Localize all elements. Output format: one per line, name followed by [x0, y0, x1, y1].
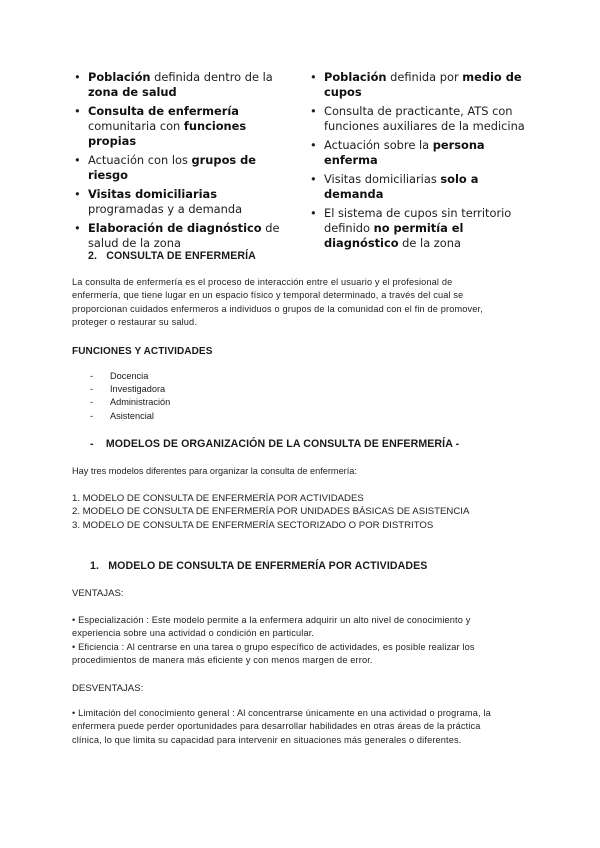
- text-run: Consulta de practicante, ATS con funciones auxiliares de la medicina: [324, 104, 525, 134]
- model-1-title: MODELO DE CONSULTA DE ENFERMERÍA POR ACTIVIDADES: [108, 560, 428, 572]
- text-line: clínica, lo que limita su capacidad para intervenir en situaciones más generales o diferentes.: [72, 734, 462, 745]
- models-title: MODELOS DE ORGANIZACIÓN DE LA CONSULTA DE ENFERMERÍA -: [105, 438, 460, 450]
- right-bullet-list: [310, 70, 540, 252]
- bold-text: Población: [324, 70, 387, 84]
- list-item-label: Asistencial: [110, 410, 154, 421]
- dash-marker: -: [90, 438, 94, 450]
- text-run: comunitaria con: [88, 119, 184, 134]
- bullet-marker: •: [74, 70, 81, 84]
- bold-text: Consulta de enfermería: [88, 104, 239, 118]
- paragraph-line: proporcionan cuidados enfermeros a individuos o grupos de la comunidad con el fin de promover,: [72, 303, 483, 314]
- bullet-marker: •: [310, 70, 317, 84]
- list-item-label: Investigadora: [110, 384, 166, 395]
- desventajas-label: DESVENTAJAS:: [72, 683, 144, 694]
- section-2-number: 2.: [88, 250, 98, 262]
- text-run: Actuación sobre la: [324, 138, 433, 152]
- list-item: 3. MODELO DE CONSULTA DE ENFERMERÍA SECTORIZADO O POR DISTRITOS: [72, 519, 434, 531]
- list-item-label: Docencia: [110, 371, 149, 381]
- left-bullet-item: [74, 104, 284, 150]
- text-run: de salud de la zona: [88, 221, 280, 251]
- bold-text: Visitas domiciliarias: [88, 187, 217, 202]
- models-heading: [90, 438, 459, 450]
- right-bullet-item: [310, 70, 540, 100]
- list-item-label: Administración: [110, 397, 171, 408]
- left-bullet-item: [74, 221, 284, 251]
- right-bullet-item: [310, 138, 540, 168]
- bullet-marker: •: [74, 187, 81, 202]
- list-item: [72, 614, 542, 641]
- bold-text: zona de salud: [88, 85, 177, 100]
- dash-marker: -: [90, 371, 94, 381]
- model-1-number: 1.: [90, 560, 100, 572]
- text-line: • Especialización : Este modelo permite a la enfermera adquirir un alto nivel de conocimiento y: [72, 615, 471, 625]
- right-bullet-item: [310, 172, 540, 202]
- section-2-title: CONSULTA DE ENFERMERÍA: [106, 250, 256, 262]
- bold-text: funciones propias: [88, 119, 247, 149]
- text-line: • Limitación del conocimiento general : Al concentrarse únicamente en una actividad o programa, la: [72, 708, 491, 718]
- section-2-paragraph: [72, 276, 542, 329]
- bold-text: Elaboración de diagnóstico: [88, 221, 262, 236]
- list-item: [90, 410, 170, 423]
- bullet-marker: •: [74, 221, 81, 236]
- right-bullet-item: [310, 206, 540, 252]
- bullet-marker: •: [310, 138, 317, 152]
- bullet-marker: •: [74, 153, 81, 168]
- text-run: programadas y a demanda: [88, 202, 243, 217]
- text-line: procedimientos de manera más eficiente y con menos margen de error.: [72, 654, 373, 665]
- models-intro: Hay tres modelos diferentes para organizar la consulta de enfermería:: [72, 466, 357, 476]
- text-run: de la zona: [398, 236, 461, 251]
- bullet-marker: •: [310, 104, 317, 118]
- text-line: enfermera puede perder oportunidades para desarrollar habilidades en otras áreas de la práctica: [72, 721, 481, 732]
- list-item: 2. MODELO DE CONSULTA DE ENFERMERÍA POR UNIDADES BÁSICAS DE ASISTENCIA: [72, 506, 470, 518]
- text-run: definida dentro de la: [150, 70, 273, 84]
- ventajas-label: VENTAJAS:: [72, 588, 124, 599]
- dash-marker: -: [90, 384, 94, 395]
- list-item: [90, 370, 170, 383]
- left-bullet-item: [74, 70, 284, 100]
- left-bullet-item: [74, 153, 284, 183]
- bold-text: solo a demanda: [324, 172, 479, 202]
- text-run: El sistema de cupos sin territorio definido: [324, 206, 512, 236]
- list-item: [72, 707, 542, 747]
- bullet-marker: •: [310, 172, 317, 186]
- dash-marker: -: [90, 397, 94, 408]
- paragraph-line: proteger o restaurar su salud.: [72, 316, 198, 327]
- paragraph-line: La consulta de enfermería es el proceso de interacción entre el usuario y el profesional de: [72, 277, 453, 287]
- model-1-heading: [90, 560, 427, 572]
- bold-text: medio de cupos: [324, 70, 522, 100]
- dash-marker: -: [90, 410, 94, 421]
- text-run: Actuación con los: [88, 153, 192, 168]
- bullet-marker: •: [310, 206, 317, 220]
- models-list: [72, 492, 469, 532]
- desventajas-list: [72, 707, 542, 747]
- functions-heading: FUNCIONES Y ACTIVIDADES: [72, 346, 213, 357]
- list-item: [90, 383, 170, 396]
- bullet-marker: •: [74, 104, 81, 118]
- text-run: Visitas domiciliarias: [324, 172, 441, 186]
- right-column: [310, 70, 540, 255]
- section-2-heading: [88, 250, 256, 262]
- left-bullet-item: [74, 187, 284, 217]
- bold-text: Población: [88, 70, 151, 84]
- list-item: [72, 641, 542, 668]
- left-bullet-list: [74, 70, 284, 252]
- paragraph-line: enfermería, que tiene lugar en un espacio físico y temporal determinado, a través del cual se: [72, 290, 464, 301]
- text-line: experiencia sobre una actividad o condición en particular.: [72, 628, 315, 639]
- list-item: [90, 396, 170, 409]
- functions-list: [90, 370, 170, 423]
- comparison-columns: [70, 70, 540, 251]
- ventajas-list: [72, 614, 542, 667]
- bold-text: persona enferma: [324, 138, 485, 168]
- right-bullet-item: [310, 104, 540, 134]
- bold-text: grupos de riesgo: [88, 153, 257, 183]
- list-item: 1. MODELO DE CONSULTA DE ENFERMERÍA POR ACTIVIDADES: [72, 493, 364, 504]
- left-column: [74, 70, 284, 255]
- text-run: definida por: [386, 70, 463, 84]
- bold-text: no permitía el diagnóstico: [324, 221, 464, 251]
- text-line: • Eficiencia : Al centrarse en una tarea o grupo específico de actividades, es posible realizar los: [72, 641, 475, 652]
